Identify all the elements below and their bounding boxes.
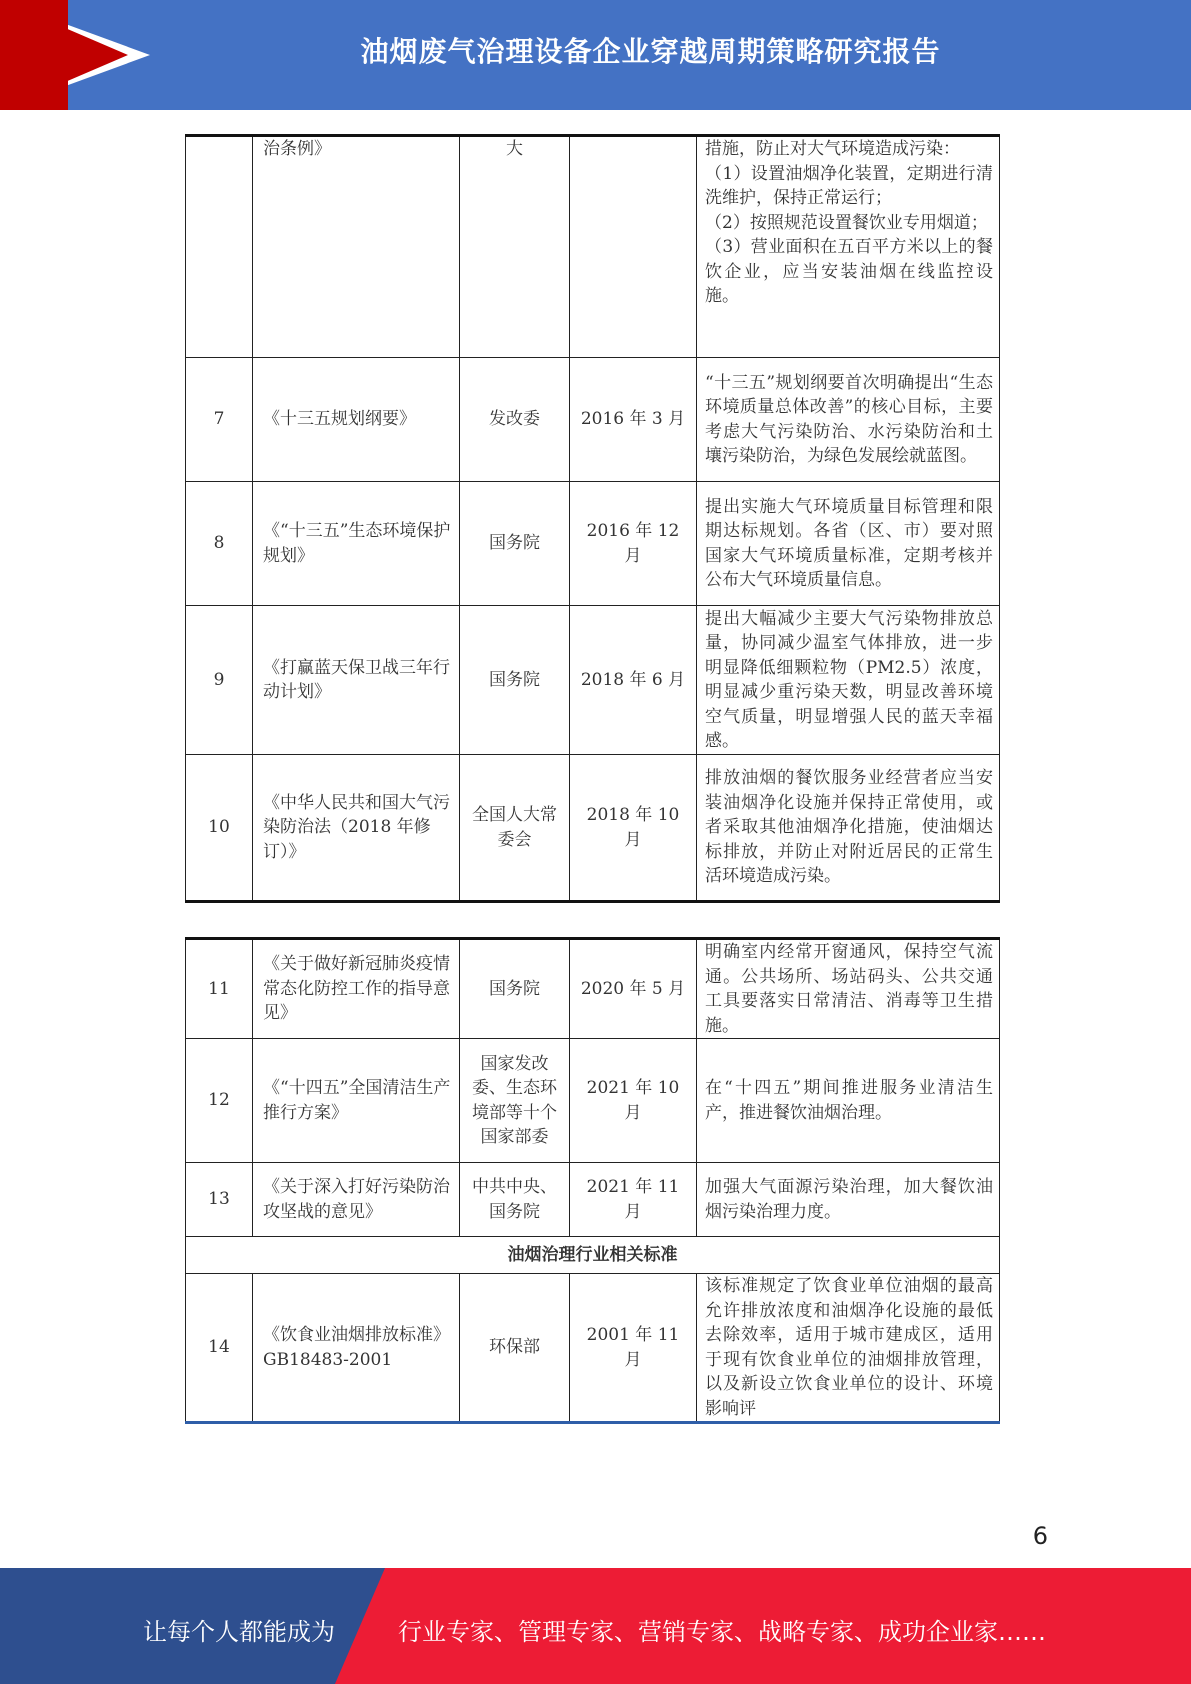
policy-description: “十三五”规划纲要首次明确提出“生态环境质量总体改善”的核心目标，主要考虑大气污染防治、水污染防治和土壤污染防治，为绿色发展绘就蓝图。 — [697, 358, 1000, 482]
description-line: （3）营业面积在五百平方米以上的餐饮企业，应当安装油烟在线监控设施。 — [705, 237, 993, 306]
issuing-body: 环保部 — [460, 1274, 570, 1423]
issue-date: 2018 年 6 月 — [570, 606, 697, 755]
issue-date: 2018 年 10 月 — [570, 755, 697, 902]
policy-table-2 — [185, 937, 1000, 1424]
issuing-body: 全国人大常委会 — [460, 755, 570, 902]
row-number: 13 — [186, 1163, 253, 1237]
footer-slogan-left: 让每个人都能成为 — [143, 1618, 335, 1646]
footer-slogan-right: 行业专家、管理专家、营销专家、战略专家、成功企业家…… — [398, 1618, 1046, 1646]
issuing-body: 国家发改委、生态环境部等十个国家部委 — [460, 1039, 570, 1163]
page-footer — [0, 1568, 1191, 1684]
row-number: 14 — [186, 1274, 253, 1423]
row-number: 9 — [186, 606, 253, 755]
issue-date: 2001 年 11 月 — [570, 1274, 697, 1423]
issuing-body: 中共中央、国务院 — [460, 1163, 570, 1237]
table-row — [186, 1039, 1000, 1163]
policy-name: 治条例》 — [253, 136, 460, 358]
policy-name: 《关于深入打好污染防治攻坚战的意见》 — [253, 1163, 460, 1237]
row-number — [186, 136, 253, 358]
issuing-body: 国务院 — [460, 606, 570, 755]
policy-description: 提出大幅减少主要大气污染物排放总量，协同减少温室气体排放，进一步明显降低细颗粒物（PM2.5）浓度，明显减少重污染天数，明显改善环境空气质量，明显增强人民的蓝天幸福感。 — [697, 606, 1000, 755]
policy-description: 该标准规定了饮食业单位油烟的最高允许排放浓度和油烟净化设施的最低去除效率，适用于城市建成区，适用于现有饮食业单位的油烟排放管理，以及新设立饮食业单位的设计、环境影响评 — [697, 1274, 1000, 1423]
policy-name: 《“十三五”生态环境保护规划》 — [253, 482, 460, 606]
table-row — [186, 939, 1000, 1039]
policy-description: 加强大气面源污染治理，加大餐饮油烟污染治理力度。 — [697, 1163, 1000, 1237]
issue-date — [570, 136, 697, 358]
policy-name: 《“十四五”全国清洁生产推行方案》 — [253, 1039, 460, 1163]
row-number: 10 — [186, 755, 253, 902]
row-number: 8 — [186, 482, 253, 606]
policy-name: 《打赢蓝天保卫战三年行动计划》 — [253, 606, 460, 755]
issuing-body: 大 — [460, 136, 570, 358]
row-number: 12 — [186, 1039, 253, 1163]
table-row — [186, 1274, 1000, 1423]
table-row — [186, 1163, 1000, 1237]
policy-description: 提出实施大气环境质量目标管理和限期达标规划。各省（区、市）要对照国家大气环境质量标准，定期考核并公布大气环境质量信息。 — [697, 482, 1000, 606]
description-line: （2）按照规范设置餐饮业专用烟道； — [705, 212, 988, 233]
page-number: 6 — [1032, 1522, 1048, 1550]
issuing-body: 国务院 — [460, 939, 570, 1039]
row-number: 11 — [186, 939, 253, 1039]
policy-description — [697, 136, 1000, 358]
policy-description: 排放油烟的餐饮服务业经营者应当安装油烟净化设施并保持正常使用，或者采取其他油烟净化措施，使油烟达标排放，并防止对附近居民的正常生活环境造成污染。 — [697, 755, 1000, 902]
policy-name: 《中华人民共和国大气污染防治法（2018 年修订）》 — [253, 755, 460, 902]
table-row — [186, 482, 1000, 606]
policy-description: 明确室内经常开窗通风，保持空气流通。公共场所、场站码头、公共交通工具要落实日常清洁、消毒等卫生措施。 — [697, 939, 1000, 1039]
table-row — [186, 755, 1000, 902]
report-title: 油烟废气治理设备企业穿越周期策略研究报告 — [360, 35, 941, 68]
issuing-body: 国务院 — [460, 482, 570, 606]
description-line: （1）设置油烟净化装置，定期进行清洗维护，保持正常运行； — [705, 163, 993, 208]
row-number: 7 — [186, 358, 253, 482]
issue-date: 2021 年 10 月 — [570, 1039, 697, 1163]
page-header — [0, 0, 1191, 110]
section-row — [186, 1237, 1000, 1274]
table-row — [186, 136, 1000, 358]
table-row — [186, 606, 1000, 755]
issue-date: 2021 年 11 月 — [570, 1163, 697, 1237]
policy-name: 《饮食业油烟排放标准》GB18483-2001 — [253, 1274, 460, 1423]
description-line: 措施，防止对大气环境造成污染： — [705, 139, 960, 159]
policy-name: 《关于做好新冠肺炎疫情常态化防控工作的指导意见》 — [253, 939, 460, 1039]
policy-description: 在“十四五”期间推进服务业清洁生产，推进餐饮油烟治理。 — [697, 1039, 1000, 1163]
issuing-body: 发改委 — [460, 358, 570, 482]
policy-name: 《十三五规划纲要》 — [253, 358, 460, 482]
section-title: 油烟治理行业相关标准 — [186, 1237, 1000, 1274]
issue-date: 2020 年 5 月 — [570, 939, 697, 1039]
issue-date: 2016 年 12 月 — [570, 482, 697, 606]
table-row — [186, 358, 1000, 482]
policy-table-1 — [185, 134, 1000, 903]
issue-date: 2016 年 3 月 — [570, 358, 697, 482]
